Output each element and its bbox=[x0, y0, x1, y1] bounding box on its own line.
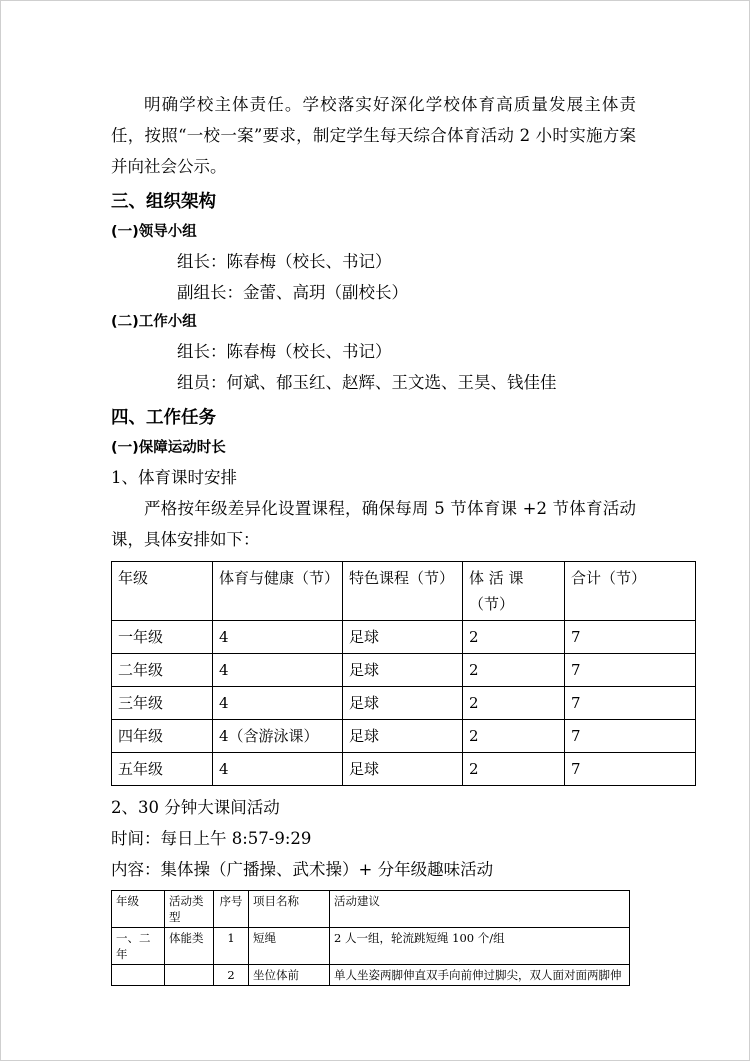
leadership-deputy: 副组长：金蕾、高玥（副校长） bbox=[177, 283, 408, 302]
table-cell: 足球 bbox=[343, 753, 463, 786]
table-cell: 7 bbox=[565, 621, 696, 654]
paragraph-main-responsibility: 明确学校主体责任。学校落实好深化学校体育高质量发展主体责任，按照“一校一案”要求，制定学生每天综合体育活动 2 小时实施方案并向社会公示。 bbox=[111, 95, 636, 176]
table-header-cell: 体 活 课（节） bbox=[463, 562, 565, 621]
table-cell: 7 bbox=[565, 654, 696, 687]
table-row bbox=[112, 687, 696, 720]
table-cell: 4 bbox=[213, 621, 343, 654]
table-cell: 2 bbox=[463, 654, 565, 687]
table-row bbox=[112, 965, 630, 986]
table-cell: 五年级 bbox=[112, 753, 213, 786]
heading-ensure-exercise-time: (一)保障运动时长 bbox=[111, 440, 226, 456]
table-header-cell: 序号 bbox=[214, 891, 249, 928]
table-row bbox=[112, 753, 696, 786]
table-header-cell: 特色课程（节） bbox=[343, 562, 463, 621]
table-cell: 体能类 bbox=[165, 928, 214, 965]
table-cell: 四年级 bbox=[112, 720, 213, 753]
table-cell: 足球 bbox=[343, 720, 463, 753]
table-cell: 7 bbox=[565, 687, 696, 720]
table-header-cell: 活动类型 bbox=[165, 891, 214, 928]
table-cell: 足球 bbox=[343, 654, 463, 687]
item-recess-activity-content: 内容：集体操（广播操、武术操）+ 分年级趣味活动 bbox=[111, 860, 494, 879]
leadership-leader: 组长：陈春梅（校长、书记） bbox=[177, 252, 392, 271]
table-row bbox=[112, 654, 696, 687]
table-header-row bbox=[112, 562, 696, 621]
table-cell: 坐位体前 bbox=[249, 965, 330, 986]
activity-suggestion-table bbox=[111, 890, 630, 986]
table-row bbox=[112, 720, 696, 753]
item-pe-class-schedule-text: 严格按年级差异化设置课程，确保每周 5 节体育课 +2 节体育活动课，具体安排如下： bbox=[111, 499, 636, 549]
item-recess-activity-time: 时间：每日上午 8:57-9:29 bbox=[111, 829, 312, 848]
table-cell: 4 bbox=[213, 654, 343, 687]
workgroup-leader: 组长：陈春梅（校长、书记） bbox=[177, 342, 392, 361]
table-header-cell: 项目名称 bbox=[249, 891, 330, 928]
table-cell: 2 bbox=[463, 753, 565, 786]
table-cell: 一、二年 bbox=[112, 928, 165, 965]
heading-section-3: 三、组织架构 bbox=[111, 192, 216, 212]
table-cell: 1 bbox=[214, 928, 249, 965]
table-cell: 一年级 bbox=[112, 621, 213, 654]
table-cell: 二年级 bbox=[112, 654, 213, 687]
table-cell: 短绳 bbox=[249, 928, 330, 965]
table-row bbox=[112, 928, 630, 965]
table-header-cell: 活动建议 bbox=[330, 891, 630, 928]
table-cell: 单人坐姿两脚伸直双手向前伸过脚尖，双人面对面两脚伸 bbox=[330, 965, 630, 986]
table-cell: 2 人一组，轮流跳短绳 100 个/组 bbox=[330, 928, 630, 965]
table-cell: 4 bbox=[213, 687, 343, 720]
table-cell: 2 bbox=[214, 965, 249, 986]
course-schedule-table bbox=[111, 561, 696, 786]
item-recess-activity-title: 2、30 分钟大课间活动 bbox=[111, 798, 280, 817]
table-cell bbox=[165, 965, 214, 986]
table-cell: 7 bbox=[565, 753, 696, 786]
table-cell bbox=[112, 965, 165, 986]
table-cell: 2 bbox=[463, 621, 565, 654]
document-content bbox=[111, 89, 647, 986]
table-header-cell: 合计（节） bbox=[565, 562, 696, 621]
table-cell: 4 bbox=[213, 753, 343, 786]
heading-leadership-group: (一)领导小组 bbox=[111, 224, 197, 240]
heading-section-4: 四、工作任务 bbox=[111, 408, 216, 428]
table-cell: 足球 bbox=[343, 687, 463, 720]
table-row bbox=[112, 621, 696, 654]
table-header-cell: 体育与健康（节） bbox=[213, 562, 343, 621]
table-cell: 7 bbox=[565, 720, 696, 753]
table-header-cell: 年级 bbox=[112, 562, 213, 621]
table-cell: 4（含游泳课） bbox=[213, 720, 343, 753]
table-cell: 足球 bbox=[343, 621, 463, 654]
table-cell: 2 bbox=[463, 687, 565, 720]
item-pe-class-schedule-title: 1、体育课时安排 bbox=[111, 468, 237, 487]
workgroup-members: 组员：何斌、郁玉红、赵辉、王文选、王昊、钱佳佳 bbox=[177, 373, 557, 392]
table-header-cell: 年级 bbox=[112, 891, 165, 928]
table-cell: 三年级 bbox=[112, 687, 213, 720]
table-cell: 2 bbox=[463, 720, 565, 753]
table-header-row bbox=[112, 891, 630, 928]
heading-work-group: (二)工作小组 bbox=[111, 314, 197, 330]
